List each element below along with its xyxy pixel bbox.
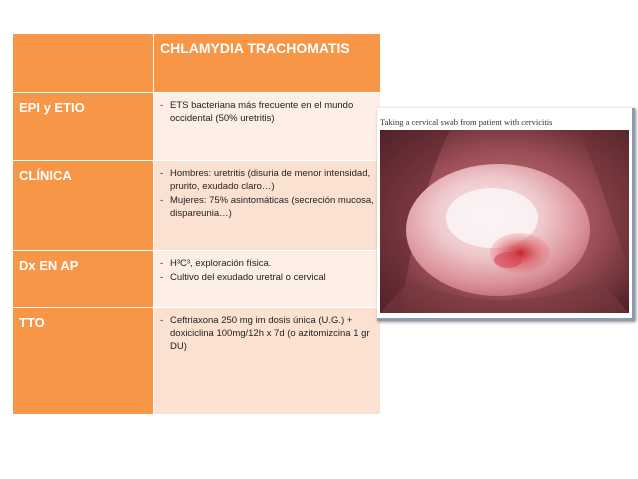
row-header-tto: TTO (13, 308, 154, 415)
table-row-dx (13, 251, 381, 308)
header-corner-cell (13, 34, 154, 93)
table-header-row (13, 34, 381, 93)
inflamed-area (490, 233, 550, 273)
bullet-list (160, 257, 374, 284)
bullet-item: - H³C³, exploración física. (160, 257, 374, 270)
row-header-dx: Dx EN AP (13, 251, 154, 308)
table-row-tto (13, 308, 381, 415)
row-body-epi (154, 93, 381, 161)
bullet-item: - ETS bacteriana más frecuente en el mundo occidental (50% uretritis) (160, 99, 374, 125)
row-header-clinica: CLÍNICA (13, 161, 154, 251)
info-table (12, 33, 381, 415)
inflamed-spot (494, 252, 522, 268)
table-title: CHLAMYDIA TRACHOMATIS (154, 34, 381, 93)
row-body-clinica (154, 161, 381, 251)
bullet-list (160, 99, 374, 125)
bullet-item: - Mujeres: 75% asintomáticas (secreción mucosa, dispareunia…) (160, 194, 374, 220)
bullet-list (160, 314, 374, 353)
row-header-epi: EPI y ETIO (13, 93, 154, 161)
photo-caption: Taking a cervical swab from patient with cervicitis (380, 117, 553, 127)
table-row-clinica (13, 161, 381, 251)
table-row-epi (13, 93, 381, 161)
clinical-photo-frame (377, 108, 635, 321)
bullet-item: - Ceftriaxona 250 mg im dosis única (U.G.) + doxiciclina 100mg/12h x 7d (o azitomizcina 1 gr DU) (160, 314, 374, 353)
bullet-item: - Hombres: uretritis (disuria de menor intensidad, prurito, exudado claro…) (160, 167, 374, 193)
bullet-list (160, 167, 374, 220)
row-body-tto (154, 308, 381, 415)
row-body-dx (154, 251, 381, 308)
cervix-photo (380, 130, 629, 313)
bullet-item: - Cultivo del exudado uretral o cervical (160, 271, 374, 284)
